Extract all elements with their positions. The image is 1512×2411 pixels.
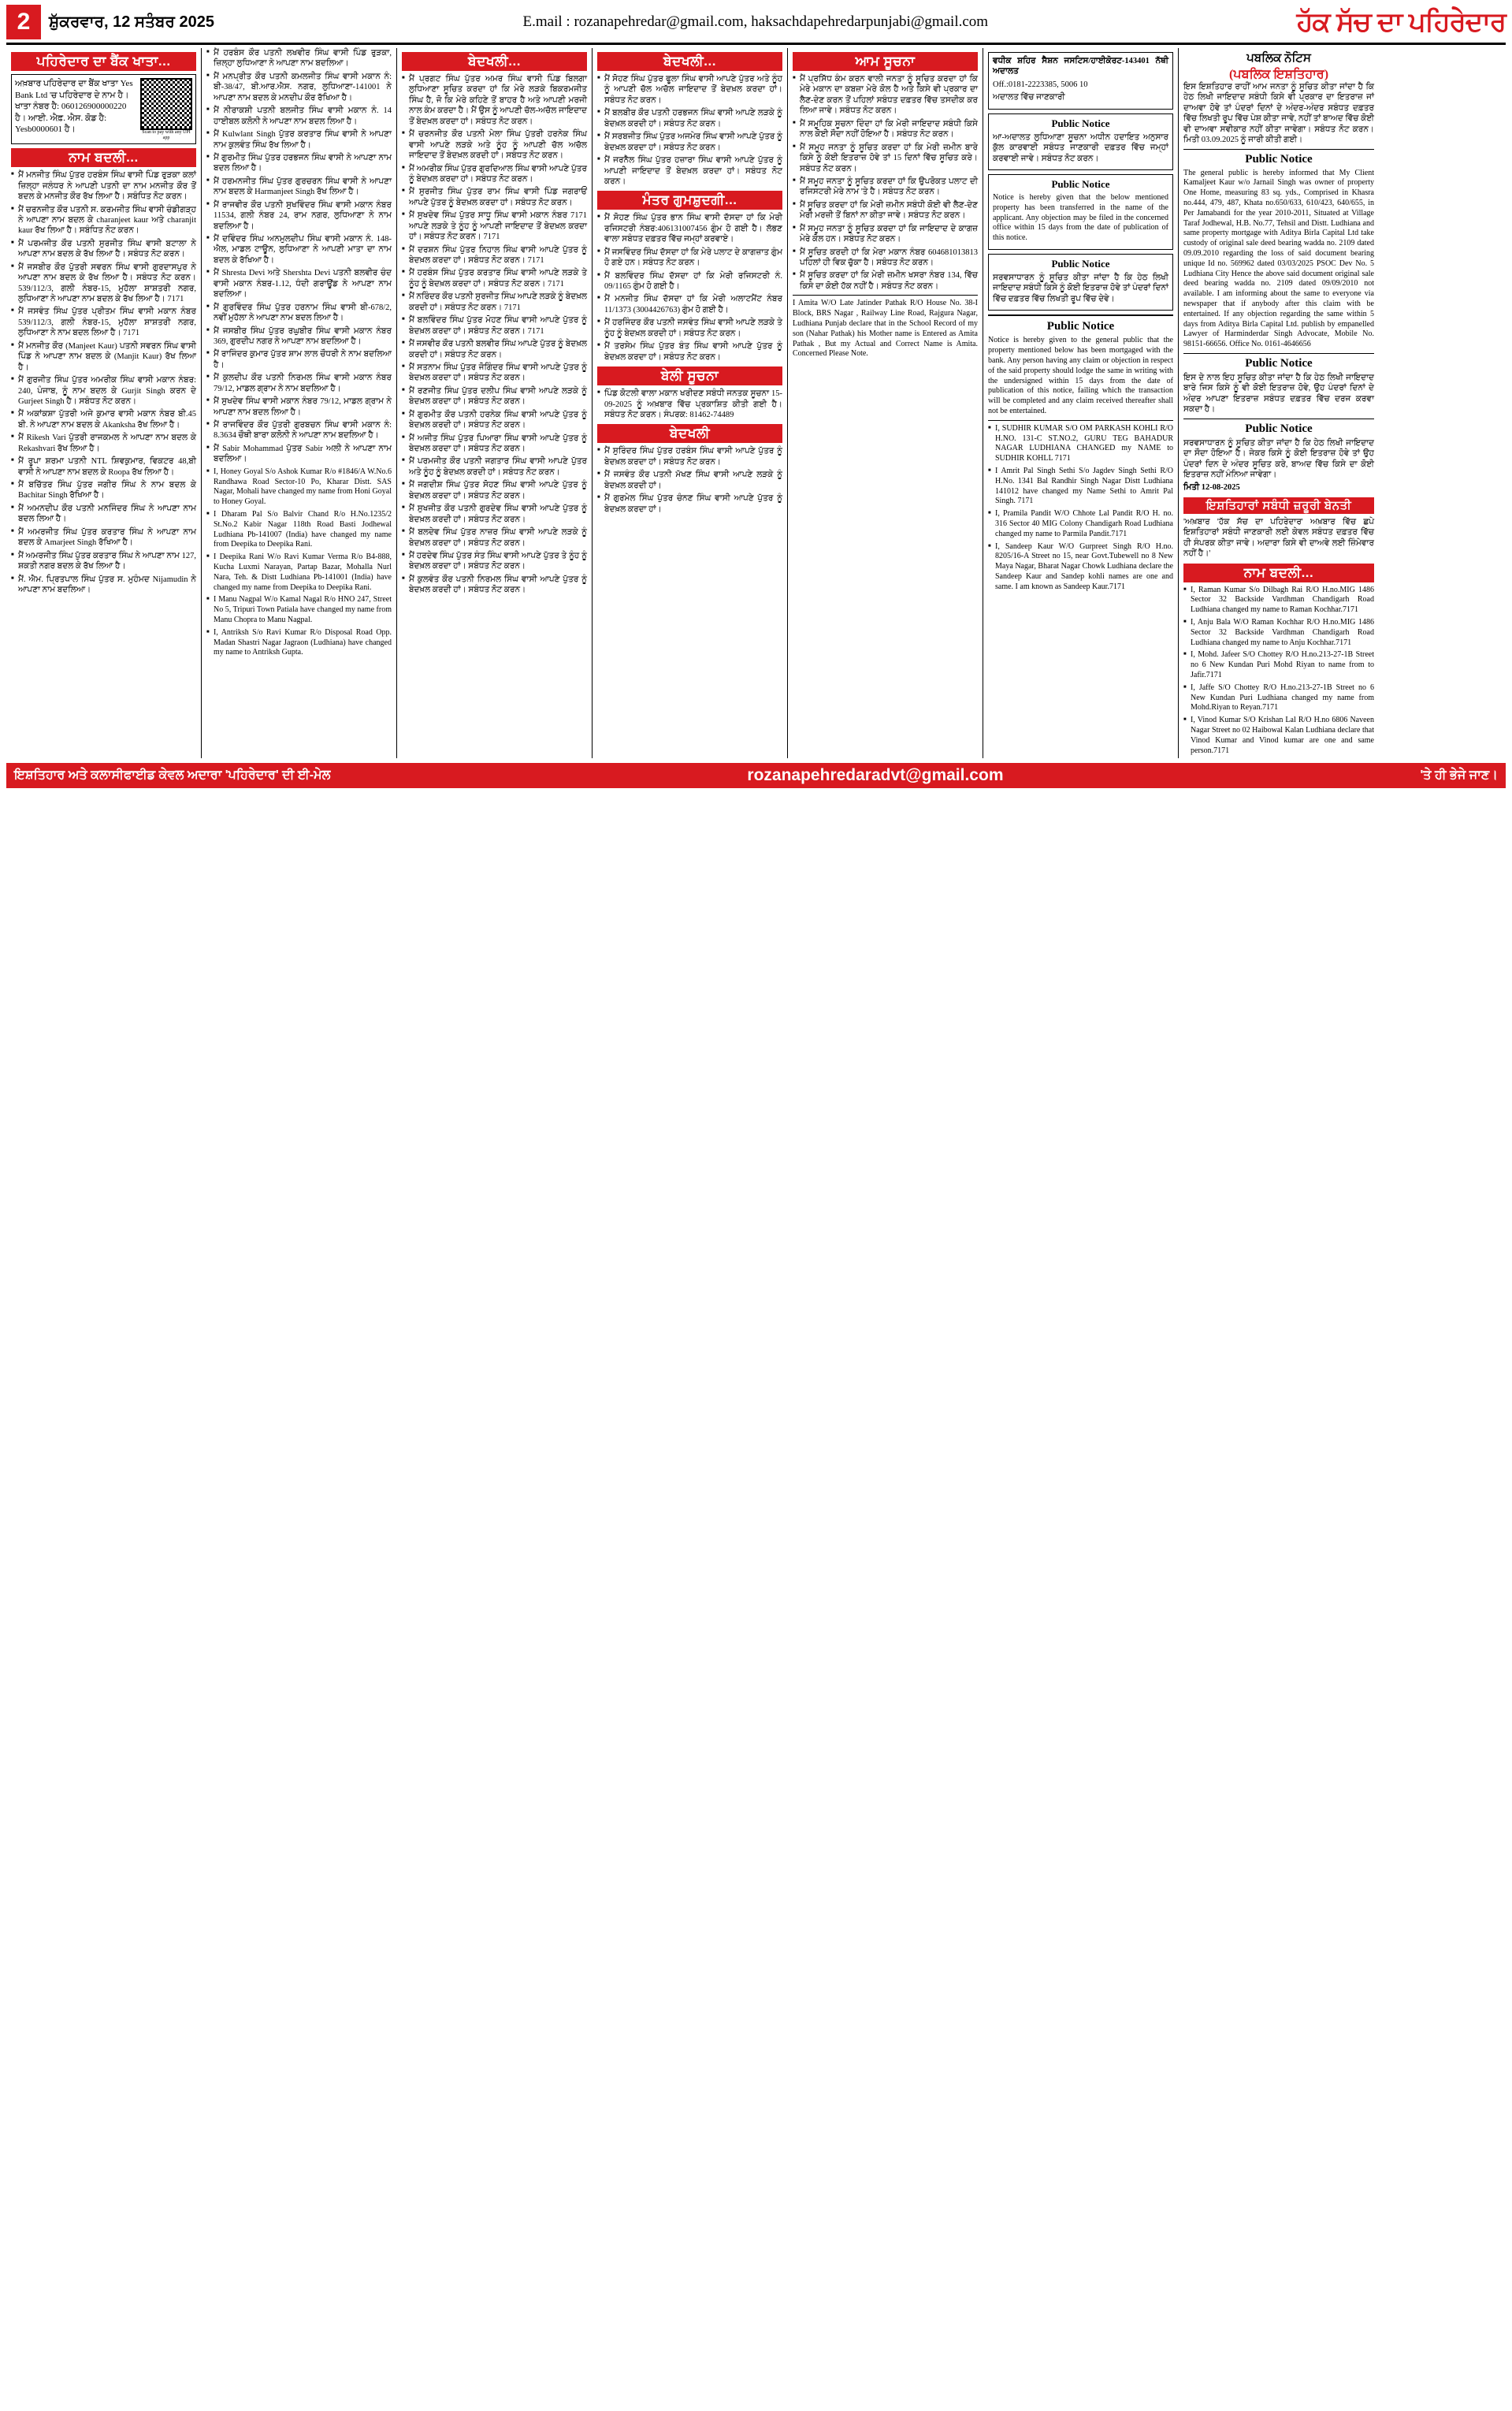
notice-item: ■ ਮੈਂ ਰਾਜਵਿੰਦਰ ਕੌਰ ਪੁੱਤਰੀ ਗੁਰਬਚਨ ਸਿੰਘ ਵਾਸੀ ਮਕਾਨ ਨੰ: 8.3634 ਚੌਥੀ ਬਾਰਾ ਕਲੋਨੀ ਨੇ ਆਪਣਾ ਨਾਮ ਬਦਲਿਆ ਹੈ। [206, 420, 392, 441]
notice-item: ■ ਮੈਂ ਜਰਨੈਲ ਸਿੰਘ ਪੁੱਤਰ ਹਜ਼ਾਰਾ ਸਿੰਘ ਵਾਸੀ ਆਪਣੇ ਪੁੱਤਰ ਨੂੰ ਆਪਣੀ ਜਾਇਦਾਦ ਤੋਂ ਬੇਦਖ਼ਲ ਕਰਦਾ ਹਾਂ। ਸਬੰਧਤ ਨੋਟ ਕਰਨ। [597, 155, 782, 187]
qr-caption: Scan to pay with any UPI app [142, 130, 191, 140]
public-notice-title: Public Notice [1051, 178, 1110, 191]
notice-item: ■ ਮੈਂ ਸਰਬਜੀਤ ਸਿੰਘ ਪੁੱਤਰ ਅਜਮੇਰ ਸਿੰਘ ਵਾਸੀ ਆਪਣੇ ਪੁੱਤਰ ਨੂੰ ਬੇਦਖ਼ਲ ਕਰਦਾ ਹਾਂ। ਸਬੰਧਤ ਨੋਟ ਕਰਨ। [597, 132, 782, 153]
public-notice-body: Notice is hereby given that the below mentioned property has been transferred in the name of the applicant. Any objection may be filed in the concerned office within 15 days from the date of publication of this notice. [993, 193, 1168, 243]
name-change-heading: ਨਾਮ ਬਦਲੀ... [11, 148, 196, 167]
notice-item: ■ ਮੈਂ ਸਮੂਹ ਜਨਤਾ ਨੂੰ ਸੂਚਿਤ ਕਰਦਾ ਹਾਂ ਕਿ ਮੇਰੀ ਜ਼ਮੀਨ ਬਾਰੇ ਕਿਸੇ ਨੂੰ ਕੋਈ ਇਤਰਾਜ਼ ਹੋਵੇ ਤਾਂ 15 ਦਿਨਾਂ ਵਿੱਚ ਸੂਚਿਤ ਕਰੇ। ਸਬੰਧਤ ਨੋਟ ਕਰਨ। [793, 143, 978, 174]
public-notice-title: Public Notice [1245, 422, 1313, 435]
notice-item: ■ ਮੈਂ ਸੁਖਦੇਵ ਸਿੰਘ ਵਾਸੀ ਮਕਾਨ ਨੰਬਰ 79/12, ਮਾਡਲ ਗ੍ਰਾਮ ਨੇ ਆਪਣਾ ਨਾਮ ਬਦਲ ਲਿਆ ਹੈ। [206, 396, 392, 418]
notice-item: ■ I Amrit Pal Singh Sethi S/o Jagdev Singh Sethi R/O H.No. 1341 Bal Randhir Singh Nagar Distt Ludhiana 141012 have changed my Name Sethi to Amrit Pal Singh. 7171 [988, 467, 1173, 507]
public-notice-body: ਇਸ ਇਸ਼ਤਿਹਾਰ ਰਾਹੀਂ ਆਮ ਜਨਤਾ ਨੂੰ ਸੂਚਿਤ ਕੀਤਾ ਜਾਂਦਾ ਹੈ ਕਿ ਹੇਠ ਲਿਖੀ ਜਾਇਦਾਦ ਸਬੰਧੀ ਕਿਸੇ ਵੀ ਪ੍ਰਕਾਰ ਦਾ ਇਤਰਾਜ਼ ਜਾਂ ਦਾਅਵਾ ਹੋਵੇ ਤਾਂ ਪੰਦਰਾਂ ਦਿਨਾਂ ਦੇ ਅੰਦਰ-ਅੰਦਰ ਸਬੰਧਤ ਦਫ਼ਤਰ ਵਿੱਚ ਲਿਖਤੀ ਰੂਪ ਵਿੱਚ ਪੇਸ਼ ਕੀਤਾ ਜਾਵੇ, ਨਹੀਂ ਤਾਂ ਬਾਅਦ ਵਿੱਚ ਕੋਈ ਵੀ ਦਾਅਵਾ ਸਵੀਕਾਰ ਨਹੀਂ ਕੀਤਾ ਜਾਵੇਗਾ। ਸਬੰਧਤ ਨੋਟ ਕਰਨ। ਮਿਤੀ 03.09.2025 ਨੂੰ ਜਾਰੀ ਕੀਤੀ ਗਈ। [1183, 83, 1374, 145]
public-notice-1 [988, 113, 1173, 170]
notice-item: ■ ਮੈਂ Rikesh Vari ਪੁੱਤਰੀ ਰਾਜਕਮਲ ਨੇ ਆਪਣਾ ਨਾਮ ਬਦਲ ਕੇ Rekashvari ਰੱਖ ਲਿਆ ਹੈ। [11, 433, 196, 454]
notice-item: ■ I, Raman Kumar S/o Dilbagh Rai R/O H.no.MIG 1486 Sector 32 Backside Vardhman Chandigarh Road Ludhiana changed my name to Raman Kochhar.7171 [1183, 586, 1374, 616]
notice-item: ■ ਮੈਂ ਚਰਨਜੀਤ ਕੌਰ ਪਤਨੀ ਮੇਲਾ ਸਿੰਘ ਪੁੱਤਰੀ ਹਰਨੇਕ ਸਿੰਘ ਵਾਸੀ ਆਪਣੇ ਲੜਕੇ ਅਤੇ ਨੂੰਹ ਨੂੰ ਆਪਣੀ ਚੱਲ ਅਚੱਲ ਜਾਇਦਾਦ ਤੋਂ ਬੇਦਖ਼ਲ ਕਰਦੀ ਹਾਂ। ਸਬੰਧਤ ਨੋਟ ਕਰਨ। [402, 129, 587, 161]
notice-item: ■ ਮੈਂ ਦਰਸ਼ਨ ਸਿੰਘ ਪੁੱਤਰ ਨਿਹਾਲ ਸਿੰਘ ਵਾਸੀ ਆਪਣੇ ਪੁੱਤਰ ਨੂੰ ਬੇਦਖ਼ਲ ਕਰਦਾ ਹਾਂ। ਸਬੰਧਤ ਨੋਟ ਕਰਨ। 7171 [402, 245, 587, 266]
notice-item: ■ ਮੈਂ ਜਸਵੰਤ ਕੌਰ ਪਤਨੀ ਮੱਖਣ ਸਿੰਘ ਵਾਸੀ ਆਪਣੇ ਲੜਕੇ ਨੂੰ ਬੇਦਖ਼ਲ ਕਰਦੀ ਹਾਂ। [597, 470, 782, 491]
column-2 [202, 48, 397, 758]
public-notice-body: ਸਰਵਸਾਧਾਰਨ ਨੂੰ ਸੂਚਿਤ ਕੀਤਾ ਜਾਂਦਾ ਹੈ ਕਿ ਹੇਠ ਲਿਖੀ ਜਾਇਦਾਦ ਸਬੰਧੀ ਕਿਸੇ ਨੂੰ ਕੋਈ ਇਤਰਾਜ਼ ਹੋਵੇ ਤਾਂ ਪੰਦਰਾਂ ਦਿਨਾਂ ਵਿੱਚ ਦਫ਼ਤਰ ਵਿੱਚ ਲਿਖਤੀ ਰੂਪ ਵਿੱਚ ਦੇਵੇ। [993, 273, 1168, 303]
notice-item: ■ ਮੈਂ ਅਮਰਜੀਤ ਸਿੰਘ ਪੁੱਤਰ ਕਰਤਾਰ ਸਿੰਘ ਨੇ ਆਪਣਾ ਨਾਮ ਬਦਲ ਕੇ Amarjeet Singh ਰੱਖਿਆ ਹੈ। [11, 527, 196, 549]
eviction-heading-3: ਬੇਦਖਲੀ [597, 424, 782, 443]
notice-item: ■ ਮੈਂ ਹਰਮਨਜੀਤ ਸਿੰਘ ਪੁੱਤਰ ਗੁਰਚਰਨ ਸਿੰਘ ਵਾਸੀ ਨੇ ਆਪਣਾ ਨਾਮ ਬਦਲ ਕੇ Harmanjeet Singh ਰੱਖ ਲਿਆ ਹੈ। [206, 177, 392, 198]
public-notice-body: The general public is hereby informed that My Client Kamaljeet Kaur w/o Jarnail Singh was owner of property One Home, measuring 83 sq. yds., Comprised in Khasra no.444, 479, 487, Khata no.650/633, 610/423, 640/655, in Per Jamabandi for the year 2010-2011, Situated at Village Taraf Jodhewal, H.B. No.77, Tehsil and Distt. Ludhiana and same property mortgage with Aditya Birla Capital Ltd take custody of original sale deed bearing wadda no. 2109 dated 09.09.2010 regarding the loss of said document bearing unique Id no. 569962 dated 03/03/2025 PSOC Dev No. 5 Ludhiana City Hence the above said document original sale deed bearing wadda no. 2109 dated 09/09/2010 not available. I am informing about the same to everyone via newspaper that if anybody after this claim with be entertained. If any objection regarding the same within 5 days from Aditya Birla Capital Ltd. publish by empanelled Lawyer of Harminderdar Singh Advocate, Mobile No. 98151-66656. Office No. 0161-4646656 [1183, 168, 1374, 349]
notice-item: ■ ਮੈਂ ਬਲਵਿੰਦਰ ਸਿੰਘ ਪੁੱਤਰ ਮੋਹਣ ਸਿੰਘ ਵਾਸੀ ਆਪਣੇ ਪੁੱਤਰ ਨੂੰ ਬੇਦਖ਼ਲ ਕਰਦਾ ਹਾਂ। ਸਬੰਧਤ ਨੋਟ ਕਰਨ। 7171 [402, 315, 587, 337]
notice-item: ■ ਮੈਂ ਅਮਨਦੀਪ ਕੌਰ ਪਤਨੀ ਮਨਜਿੰਦਰ ਸਿੰਘ ਨੇ ਆਪਣਾ ਨਾਮ ਬਦਲ ਲਿਆ ਹੈ। [11, 504, 196, 525]
public-notice-head: ਪਬਲਿਕ ਨੋਟਿਸ [1246, 52, 1311, 65]
notice-item: ■ ਮੈਂ ਸੂਚਿਤ ਕਰਦੀ ਹਾਂ ਕਿ ਮੇਰਾ ਮਕਾਨ ਨੰਬਰ 604681013813 ਪਹਿਲਾਂ ਹੀ ਵਿਕ ਚੁੱਕਾ ਹੈ। ਸਬੰਧਤ ਨੋਟ ਕਰਨ। [793, 247, 978, 269]
amita-public-notice: I Amita W/O Late Jatinder Pathak R/O House No. 38-I Block, BRS Nagar , Railway Line Road, Rajgura Nagar, Ludhiana Punjab declare that in the School Record of my son (Nahar Pathak) his Mother name is Entered as Amita Pathak , But my Actual and Correct Name is Amita. Concerned Please Note. [793, 299, 978, 359]
public-notice-big-title: Public Notice [1046, 320, 1115, 333]
notice-item: ■ ਮੈਂ ਦਵਿੰਦਰ ਸਿੰਘ ਅਨਮੁਲਦੀਪ ਸਿੰਘ ਵਾਸੀ ਮਕਾਨ ਨੰ. 148-ਐਲ, ਮਾਡਲ ਟਾਊਨ, ਲੁਧਿਆਣਾ ਨੇ ਆਪਣੀ ਮਾਤਾ ਦਾ ਨਾਮ ਬਦਲ ਕੇ ਰੱਖਿਆ ਹੈ। [206, 234, 392, 266]
notice-item: ■ I, Sandeep Kaur W/O Gurpreet Singh R/O H.no. 8205/16-A Street no 15, near Govt.Tubewell no 8 New Maya Nagar, Bharat Nagar Chowk Ludhiana declare the Sandeep Kaur and Sandep kohli names are one and same. I am known as Sandeep Kaur.7171 [988, 542, 1173, 593]
notice-item: ■ ਮੈਂ ਸੋਹਣ ਸਿੰਘ ਪੁੱਤਰ ਫੂਲਾ ਸਿੰਘ ਵਾਸੀ ਆਪਣੇ ਪੁੱਤਰ ਅਤੇ ਨੂੰਹ ਨੂੰ ਆਪਣੀ ਚੱਲ ਅਚੱਲ ਜਾਇਦਾਦ ਤੋਂ ਬੇਦਖ਼ਲ ਕਰਦਾ ਹਾਂ। ਸਬੰਧਤ ਨੋਟ ਕਰਨ। [597, 74, 782, 106]
footer-left-text: ਇਸ਼ਤਿਹਾਰ ਅਤੇ ਕਲਾਸੀਫਾਈਡ ਕੇਵਲ ਅਦਾਰਾ 'ਪਹਿਰੇਦਾਰ' ਦੀ ਈ-ਮੇਲ [14, 768, 331, 783]
column-4 [593, 48, 788, 758]
advert-request-heading: ਇਸ਼ਤਿਹਾਰਾਂ ਸਬੰਧੀ ਜ਼ਰੂਰੀ ਬੇਨਤੀ [1183, 497, 1374, 514]
notice-item: ■ ਮੈਂ ਰਾਜਿੰਦਰ ਕੁਮਾਰ ਪੁੱਤਰ ਸ਼ਾਮ ਲਾਲ ਚੌਧਰੀ ਨੇ ਨਾਮ ਬਦਲਿਆ ਹੈ। [206, 349, 392, 370]
notice-item: ■ ਮੈਂ ਜਗਦੀਸ਼ ਸਿੰਘ ਪੁੱਤਰ ਸੋਹਣ ਸਿੰਘ ਵਾਸੀ ਆਪਣੇ ਪੁੱਤਰ ਨੂੰ ਬੇਦਖ਼ਲ ਕਰਦਾ ਹਾਂ। ਸਬੰਧਤ ਨੋਟ ਕਰਨ। [402, 480, 587, 501]
bank-account-text: ਅਖ਼ਬਾਰ ਪਹਿਰੇਦਾਰ ਦਾ ਬੈਂਕ ਖਾਤਾ Yes Bank Ltd 'ਚ ਪਹਿਰੇਦਾਰ ਦੇ ਨਾਮ ਹੈ। ਖਾਤਾ ਨੰਬਰ ਹੈ: 060126900000220 ਹੈ। ਆਈ. ਐਫ਼. ਐਸ. ਕੋਡ ਹੈ: Yesb0000601 ਹੈ। [15, 79, 133, 135]
notice-item: ■ ਮੈਂ ਸੂਚਿਤ ਕਰਦਾ ਹਾਂ ਕਿ ਮੇਰੀ ਜ਼ਮੀਨ ਖਸਰਾ ਨੰਬਰ 134, ਵਿੱਚ ਕਿਸੇ ਦਾ ਕੋਈ ਹੱਕ ਨਹੀਂ ਹੈ। ਸਬੰਧਤ ਨੋਟ ਕਰਨ। [793, 270, 978, 292]
notice-item: ■ ਮੈਂ ਕੁਲਦੀਪ ਕੌਰ ਪਤਨੀ ਨਿਰਮਲ ਸਿੰਘ ਵਾਸੀ ਮਕਾਨ ਨੰਬਰ 79/12, ਮਾਡਲ ਗ੍ਰਾਮ ਨੇ ਨਾਮ ਬਦਲਿਆ ਹੈ। [206, 373, 392, 394]
notice-item: ■ I, Antriksh S/o Ravi Kumar R/o Disposal Road Opp. Madan Shastri Nagar Jagraon (Ludhiana) have changed my name to Antriksh Gupta. [206, 628, 392, 658]
footer-email[interactable]: rozanapehredaradvt@gmail.com [747, 766, 1004, 785]
notice-item: ■ ਮੈਂ ਸੋਹਣ ਸਿੰਘ ਪੁੱਤਰ ਭਾਨ ਸਿੰਘ ਵਾਸੀ ਦੱਸਦਾ ਹਾਂ ਕਿ ਮੇਰੀ ਰਜਿਸਟਰੀ ਨੰਬਰ:406131007456 ਗੁੰਮ ਹੋ ਗਈ ਹੈ। ਲੱਭਣ ਵਾਲਾ ਸਬੰਧਤ ਦਫ਼ਤਰ ਵਿੱਚ ਜਮ੍ਹਾਂ ਕਰਵਾਏ। [597, 213, 782, 244]
notice-item: ■ ਮੈਂ ਗੁਰਮੇਲ ਸਿੰਘ ਪੁੱਤਰ ਚੰਨਣ ਸਿੰਘ ਵਾਸੀ ਆਪਣੇ ਪੁੱਤਰ ਨੂੰ ਬੇਦਖ਼ਲ ਕਰਦਾ ਹਾਂ। [597, 493, 782, 515]
public-notice-title: Public Notice [1051, 117, 1110, 129]
notice-item: ■ I, Mohd. Jafeer S/O Chottey R/O H.no.213-27-1B Street no 6 New Kundan Puri Mohd Riyan to name from to Jafir.7171 [1183, 650, 1374, 680]
public-notice-3 [988, 254, 1173, 311]
bank-account-heading: ਪਹਿਰੇਦਾਰ ਦਾ ਬੈਂਕ ਖਾਤਾ... [11, 52, 196, 71]
notice-item: ■ ਮੈਂ Sabir Mohammad ਪੁੱਤਰ Sabir ਅਲੀ ਨੇ ਆਪਣਾ ਨਾਮ ਬਦਲਿਆ। [206, 444, 392, 465]
notice-item: ■ ਮੈਂ ਅਮਰਜੀਤ ਸਿੰਘ ਪੁੱਤਰ ਕਰਤਾਰ ਸਿੰਘ ਨੇ ਆਪਣਾ ਨਾਮ 127, ਸ਼ਕਤੀ ਨਗਰ ਬਦਲ ਕੇ ਰੱਖ ਲਿਆ ਹੈ। [11, 551, 196, 572]
notice-item: ■ ਮੈਂ ਹਰਬੰਸ ਸਿੰਘ ਪੁੱਤਰ ਕਰਤਾਰ ਸਿੰਘ ਵਾਸੀ ਆਪਣੇ ਲੜਕੇ ਤੇ ਨੂੰਹ ਨੂੰ ਬੇਦਖ਼ਲ ਕਰਦਾ ਹਾਂ। ਸਬੰਧਤ ਨੋਟ ਕਰਨ। 7171 [402, 268, 587, 289]
footer-right-text: 'ਤੇ ਹੀ ਭੇਜੇ ਜਾਣ। [1420, 768, 1498, 783]
notice-item: ■ ਪਿੰਡ ਕੋਟਲੀ ਵਾਲਾ ਮਕਾਨ ਖਰੀਦਣ ਸਬੰਧੀ ਜਨਤਕ ਸੂਚਨਾ 15-09-2025 ਨੂੰ ਅਖ਼ਬਾਰ ਵਿੱਚ ਪ੍ਰਕਾਸ਼ਿਤ ਕੀਤੀ ਗਈ ਹੈ। ਸਬੰਧਤ ਨੋਟ ਕਰਨ। ਸੰਪਰਕ: 81462-74489 [597, 389, 782, 420]
notice-item: ■ ਮੈਂ ਅਮਰੀਕ ਸਿੰਘ ਪੁੱਤਰ ਗੁਰਦਿਆਲ ਸਿੰਘ ਵਾਸੀ ਆਪਣੇ ਪੁੱਤਰ ਨੂੰ ਬੇਦਖ਼ਲ ਕਰਦਾ ਹਾਂ। ਸਬੰਧਤ ਨੋਟ ਕਰਨ। [402, 164, 587, 185]
notice-item: ■ ਮੈਂ ਸਮੂਹ ਜਨਤਾ ਨੂੰ ਸੂਚਿਤ ਕਰਦਾ ਹਾਂ ਕਿ ਜਾਇਦਾਦ ਦੇ ਕਾਗਜ਼ ਮੇਰੇ ਕੋਲ ਹਨ। ਸਬੰਧਤ ਨੋਟ ਕਰਨ। [793, 224, 978, 245]
name-change-heading-2: ਨਾਮ ਬਦਲੀ... [1183, 564, 1374, 582]
court-heading: ਵਧੀਕ ਸ਼ਹਿਰ ਸੈਸ਼ਨ ਜਸਟਿਸ/ਹਾਈਕੋਰਟ-143401 ਨੱਥੀ ਅਦਾਲਤ [993, 57, 1168, 76]
notice-item: ■ I, Vinod Kumar S/O Krishan Lal R/O H.no 6806 Naveen Nagar Street no 02 Haibowal Kalan Ludhiana declare that Vinod Kumar and Vinod kumar are one and same person.7171 [1183, 716, 1374, 756]
notice-item: ■ ਮੈਂ ਨਰਿੰਦਰ ਕੌਰ ਪਤਨੀ ਸੁਰਜੀਤ ਸਿੰਘ ਆਪਣੇ ਲੜਕੇ ਨੂੰ ਬੇਦਖ਼ਲ ਕਰਦੀ ਹਾਂ। ਸਬੰਧਤ ਨੋਟ ਕਰਨ। 7171 [402, 292, 587, 313]
notice-item: ■ ਮੈਂ Kulwlant Singh ਪੁੱਤਰ ਕਰਤਾਰ ਸਿੰਘ ਵਾਸੀ ਨੇ ਆਪਣਾ ਨਾਮ ਕੁਲਵੰਤ ਸਿੰਘ ਰੱਖ ਲਿਆ ਹੈ। [206, 129, 392, 151]
notice-item: ■ ਮੈਂ ਮਨਜੀਤ ਸਿੰਘ ਦੱਸਦਾ ਹਾਂ ਕਿ ਮੇਰੀ ਅਲਾਟਮੈਂਟ ਨੰਬਰ 11/1373 (3004426763) ਗੁੰਮ ਹੋ ਗਈ ਹੈ। [597, 294, 782, 315]
public-notice-body: ਆ-ਅਦਾਲਤ ਲੁਧਿਆਣਾ ਸੂਚਨਾ ਅਧੀਨ ਹਦਾਇਤ ਅਨੁਸਾਰ ਕੁੱਲ ਕਾਰਵਾਈ ਸਬੰਧਤ ਜਾਣਕਾਰੀ ਦਫ਼ਤਰ ਵਿੱਚ ਜਮ੍ਹਾਂ ਕਰਵਾਈ ਜਾਵੇ। ਸਬੰਧਤ ਨੋਟ ਕਰਨ। [993, 132, 1168, 163]
qr-code-icon [140, 78, 192, 130]
public-notice-subhead: (ਪਬਲਿਕ ਇਸ਼ਤਿਹਾਰ) [1228, 68, 1329, 81]
notice-item: ■ ਮੈਂ ਪ੍ਰਗਟ ਸਿੰਘ ਪੁੱਤਰ ਅਮਰ ਸਿੰਘ ਵਾਸੀ ਪਿੰਡ ਬਿਲਗਾ ਲੁਧਿਆਣਾ ਸੂਚਿਤ ਕਰਦਾ ਹਾਂ ਕਿ ਮੇਰੇ ਲੜਕੇ ਬਿਕਰਮਜੀਤ ਸਿੰਘ ਹੈ, ਜੋ ਕਿ ਮੇਰੇ ਕਹਿਣੇ ਤੋਂ ਬਾਹਰ ਹੈ ਅਤੇ ਆਪਣੀ ਮਰਜੀ ਨਾਲ ਕੰਮ ਕਰਦਾ ਹੈ। ਮੈਂ ਉਸ ਨੂੰ ਆਪਣੀ ਚੱਲ-ਅਚੱਲ ਜਾਇਦਾਦ ਤੋਂ ਬੇਦਖ਼ਲ ਕਰਦਾ ਹਾਂ। ਸਬੰਧਤ ਨੋਟ ਕਰਨ। [402, 74, 587, 127]
notice-item: ■ ਮੈਂ ਰਣਜੀਤ ਸਿੰਘ ਪੁੱਤਰ ਦਲੀਪ ਸਿੰਘ ਵਾਸੀ ਆਪਣੇ ਲੜਕੇ ਨੂੰ ਬੇਦਖ਼ਲ ਕਰਦਾ ਹਾਂ। ਸਬੰਧਤ ਨੋਟ ਕਰਨ। [402, 386, 587, 407]
notice-item: ■ I, Honey Goyal S/o Ashok Kumar R/o #1846/A W.No.6 Randhawa Road Sector-10 Po, Kharar Distt. SAS Nagar, Mohali have changed my name from Honi Goyal to Honey Goyal. [206, 467, 392, 508]
notice-item: ■ ਮੈਂ ਪਰਮਜੀਤ ਕੌਰ ਪਤਨੀ ਸੁਰਜੀਤ ਸਿੰਘ ਵਾਸੀ ਬਟਾਲਾ ਨੇ ਆਪਣਾ ਨਾਮ ਬਦਲ ਕੇ ਰੱਖ ਲਿਆ ਹੈ। ਸਬੰਧਤ ਨੋਟ ਕਰਨ। [11, 239, 196, 260]
notice-item: ■ ਮੈਂ ਜਸਵੰਤ ਸਿੰਘ ਪੁੱਤਰ ਪ੍ਰੀਤਮ ਸਿੰਘ ਵਾਸੀ ਮਕਾਨ ਨੰਬਰ 539/112/3, ਗਲੀ ਨੰਬਰ-15, ਮੁਹੱਲਾ ਸ਼ਾਸ਼ਤਰੀ ਨਗਰ, ਲੁਧਿਆਣਾ ਨੇ ਨਾਮ ਬਦਲ ਲਿਆ ਹੈ। 7171 [11, 307, 196, 338]
notice-date: ਮਿਤੀ 12-08-2025 [1183, 483, 1240, 493]
notice-item: ■ ਮੈਂ ਸੁਰਜੀਤ ਸਿੰਘ ਪੁੱਤਰ ਰਾਮ ਸਿੰਘ ਵਾਸੀ ਪਿੰਡ ਜਗਰਾਓਂ ਆਪਣੇ ਪੁੱਤਰ ਨੂੰ ਬੇਦਖ਼ਲ ਕਰਦਾ ਹਾਂ। ਸਬੰਧਤ ਨੋਟ ਕਰਨ। [402, 187, 587, 208]
notice-item: ■ I Dharam Pal S/o Balvir Chand R/o H.No.1235/2 St.No.2 Kabir Nagar 118th Road Basti Jodhewal Ludhiana Pb-141007 (India) have changed my name from Deepika to Deepika Rani. [206, 510, 392, 550]
notice-item: ■ ਮੈਂ ਸਮੂਹ ਜਨਤਾ ਨੂੰ ਸੂਚਿਤ ਕਰਦਾ ਹਾਂ ਕਿ ਉਪਰੋਕਤ ਪਲਾਟ ਦੀ ਰਜਿਸਟਰੀ ਮੇਰੇ ਨਾਮ 'ਤੇ ਹੈ। ਸਬੰਧਤ ਨੋਟ ਕਰਨ। [793, 177, 978, 198]
footer-bar [6, 763, 1506, 788]
notice-item: ■ I Deepika Rani W/o Ravi Kumar Verma R/o B4-888, Kucha Luxmi Narayan, Partap Bazar, Mohalla Nurl Nara, Teh. & Distt Ludhiana Pb-141001 (India) have changed my name from Deepika to Deepika Rani. [206, 553, 392, 593]
notice-item: ■ ਮੈਂ. ਐਮ. ਪ੍ਰਿਤਪਾਲ ਸਿੰਘ ਪੁੱਤਰ ਸ. ਮੁਹੰਮਦ Nijamudin ਨੇ ਆਪਣਾ ਨਾਮ ਬਦਲਿਆ। [11, 575, 196, 596]
bank-account-box [11, 74, 196, 144]
notice-item: ■ ਮੈਂ ਮਨਪ੍ਰੀਤ ਕੌਰ ਪਤਨੀ ਕਮਲਜੀਤ ਸਿੰਘ ਵਾਸੀ ਮਕਾਨ ਨੰ: ਬੀ-38/47, ਬੀ.ਆਰ.ਐਸ. ਨਗਰ, ਲੁਧਿਆਣਾ-141001 ਨੇ ਆਪਣਾ ਨਾਮ ਬਦਲ ਕੇ ਮਨਦੀਪ ਕੌਰ ਰੱਖਿਆ ਹੈ। [206, 72, 392, 103]
notice-item: ■ ਮੈਂ ਸਮੂਹਿਕ ਸੂਚਨਾ ਦਿੰਦਾ ਹਾਂ ਕਿ ਮੇਰੀ ਜਾਇਦਾਦ ਸਬੰਧੀ ਕਿਸੇ ਨਾਲ ਕੋਈ ਸੌਦਾ ਨਹੀਂ ਹੋਇਆ ਹੈ। ਸਬੰਧਤ ਨੋਟ ਕਰਨ। [793, 119, 978, 140]
page-number-badge: 2 [6, 5, 41, 39]
notice-item: ■ ਮੈਂ ਸਤਨਾਮ ਸਿੰਘ ਪੁੱਤਰ ਜੋਗਿੰਦਰ ਸਿੰਘ ਵਾਸੀ ਆਪਣੇ ਪੁੱਤਰ ਨੂੰ ਬੇਦਖ਼ਲ ਕਰਦਾ ਹਾਂ। ਸਬੰਧਤ ਨੋਟ ਕਰਨ। [402, 363, 587, 384]
notice-item: ■ ਮੈਂ ਮਨਜੀਤ ਸਿੰਘ ਪੁੱਤਰ ਹਰਬੰਸ ਸਿੰਘ ਵਾਸੀ ਪਿੰਡ ਰੁੜਕਾ ਕਲਾਂ ਜ਼ਿਲ੍ਹਾ ਜਲੰਧਰ ਨੇ ਆਪਣੀ ਪਤਨੀ ਦਾ ਨਾਮ ਮਨਜੀਤ ਕੌਰ ਤੋਂ ਬਦਲ ਕੇ ਮਨਜੀਤ ਕੌਰ ਰੱਖ ਲਿਆ ਹੈ। ਸਬੰਧਿਤ ਨੋਟ ਕਰਨ। [11, 170, 196, 202]
public-notice-title: Public Notice [1051, 258, 1110, 270]
public-notice-body: ਇਸ ਦੇ ਨਾਲ ਇਹ ਸੂਚਿਤ ਕੀਤਾ ਜਾਂਦਾ ਹੈ ਕਿ ਹੇਠ ਲਿਖੀ ਜਾਇਦਾਦ ਬਾਰੇ ਜਿਸ ਕਿਸੇ ਨੂੰ ਵੀ ਕੋਈ ਇਤਰਾਜ਼ ਹੋਵੇ, ਉਹ ਪੰਦਰਾਂ ਦਿਨਾਂ ਦੇ ਅੰਦਰ ਆਪਣਾ ਇਤਰਾਜ਼ ਸਬੰਧਤ ਦਫ਼ਤਰ ਵਿੱਚ ਦਰਜ ਕਰਵਾ ਸਕਦਾ ਹੈ। [1183, 373, 1374, 415]
notice-item: ■ ਮੈਂ ਰਾਜਵੀਰ ਕੌਰ ਪਤਨੀ ਸੁਖਵਿੰਦਰ ਸਿੰਘ ਵਾਸੀ ਮਕਾਨ ਨੰਬਰ 11534, ਗਲੀ ਨੰਬਰ 24, ਰਾਮ ਨਗਰ, ਲੁਧਿਆਣਾ ਨੇ ਨਾਮ ਬਦਲਿਆ ਹੈ। [206, 200, 392, 232]
notice-item: ■ ਮੈਂ ਤਰਸੇਮ ਸਿੰਘ ਪੁੱਤਰ ਬੰਤ ਸਿੰਘ ਵਾਸੀ ਆਪਣੇ ਪੁੱਤਰ ਨੂੰ ਬੇਦਖ਼ਲ ਕਰਦਾ ਹਾਂ। ਸਬੰਧਤ ਨੋਟ ਕਰਨ। [597, 341, 782, 363]
notice-item: ■ ਮੈਂ ਹਰਬੰਸ ਕੌਰ ਪਤਨੀ ਲਖਵੀਰ ਸਿੰਘ ਵਾਸੀ ਪਿੰਡ ਰੁੜਕਾ, ਜ਼ਿਲ੍ਹਾ ਲੁਧਿਆਣਾ ਨੇ ਆਪਣਾ ਨਾਮ ਬਦਲਿਆ। [206, 48, 392, 69]
notice-item: ■ ਮੈਂ ਪ੍ਰਸਿੱਧ ਕੰਮ ਕਰਨ ਵਾਲੀ ਜਨਤਾ ਨੂੰ ਸੂਚਿਤ ਕਰਦਾ ਹਾਂ ਕਿ ਮੇਰੇ ਮਕਾਨ ਦਾ ਕਬਜ਼ਾ ਮੇਰੇ ਕੋਲ ਹੈ ਅਤੇ ਕਿਸੇ ਵੀ ਪ੍ਰਕਾਰ ਦਾ ਲੈਣ-ਦੇਣ ਕਰਨ ਤੋਂ ਪਹਿਲਾਂ ਸਬੰਧਤ ਦਫ਼ਤਰ ਵਿੱਚ ਤਸਦੀਕ ਕਰ ਲਿਆ ਜਾਵੇ। ਸਬੰਧਤ ਨੋਟ ਕਰਨ। [793, 74, 978, 117]
court-contact: Off.:0181-2223385, 5006 10 [993, 80, 1088, 89]
advert-request-body: 'ਅਖ਼ਬਾਰ 'ਹੱਕ ਸੱਚ ਦਾ ਪਹਿਰੇਦਾਰ' ਅਖ਼ਬਾਰ ਵਿੱਚ ਛਪੇ ਇਸ਼ਤਿਹਾਰਾਂ ਸਬੰਧੀ ਜਾਣਕਾਰੀ ਲਈ ਕੇਵਲ ਸਬੰਧਤ ਦਫ਼ਤਰ ਵਿੱਚ ਹੀ ਸੰਪਰਕ ਕੀਤਾ ਜਾਵੇ। ਅਦਾਰਾ ਕਿਸੇ ਵੀ ਦਾਅਵੇ ਲਈ ਜ਼ਿੰਮੇਵਾਰ ਨਹੀਂ ਹੈ।' [1183, 517, 1374, 559]
notice-item: ■ ਮੈਂ ਮਨਜੀਤ ਕੌਰ (Manjeet Kaur) ਪਤਨੀ ਸਵਰਨ ਸਿੰਘ ਵਾਸੀ ਪਿੰਡ ਨੇ ਆਪਣਾ ਨਾਮ ਬਦਲ ਕੇ (Manjit Kaur) ਰੱਖ ਲਿਆ ਹੈ। [11, 341, 196, 373]
notice-item: ■ ਮੈਂ ਚਰਨਜੀਤ ਕੌਰ ਪਤਨੀ ਸ. ਕਰਮਜੀਤ ਸਿੰਘ ਵਾਸੀ ਚੰਡੀਗੜ੍ਹ ਨੇ ਆਪਣਾ ਨਾਮ ਬਦਲ ਕੇ charanjeet kaur ਅਤੇ charanjit kaur ਰੱਖ ਲਿਆ ਹੈ। ਸਬੰਧਿਤ ਨੋਟ ਕਰਨ। [11, 205, 196, 236]
notice-item: ■ ਮੈਂ ਹਰਜਿੰਦਰ ਕੌਰ ਪਤਨੀ ਜਸਵੰਤ ਸਿੰਘ ਵਾਸੀ ਆਪਣੇ ਲੜਕੇ ਤੇ ਨੂੰਹ ਨੂੰ ਬੇਦਖ਼ਲ ਕਰਦੀ ਹਾਂ। ਸਬੰਧਤ ਨੋਟ ਕਰਨ। [597, 318, 782, 339]
notice-item: ■ ਮੈਂ ਬਲਬੀਰ ਕੌਰ ਪਤਨੀ ਹਰਭਜਨ ਸਿੰਘ ਵਾਸੀ ਆਪਣੇ ਲੜਕੇ ਨੂੰ ਬੇਦਖ਼ਲ ਕਰਦੀ ਹਾਂ। ਸਬੰਧਤ ਨੋਟ ਕਰਨ। [597, 108, 782, 129]
sale-notice-heading: ਬੇਲੀ ਸੂਚਨਾ [597, 366, 782, 385]
divider [1183, 353, 1374, 354]
eviction-heading: ਬੇਦਖਲੀ... [402, 52, 587, 71]
notice-item: ■ ਮੈਂ ਨੀਰਾਕਸ਼ੀ ਪਤਨੀ ਬਲਜੀਤ ਸਿੰਘ ਵਾਸੀ ਮਕਾਨ ਨੰ. 14 ਹਾਈਬਲ ਕਲੋਨੀ ਨੇ ਆਪਣਾ ਨਾਮ ਬਦਲ ਲਿਆ ਹੈ। [206, 106, 392, 127]
column-1 [6, 48, 202, 758]
publication-date: ਸ਼ੁੱਕਰਵਾਰ, 12 ਸਤੰਬਰ 2025 [49, 13, 214, 31]
notice-item: ■ ਮੈਂ ਸੁਰਿੰਦਰ ਸਿੰਘ ਪੁੱਤਰ ਹਰਬੰਸ ਸਿੰਘ ਵਾਸੀ ਆਪਣੇ ਪੁੱਤਰ ਨੂੰ ਬੇਦਖ਼ਲ ਕਰਦਾ ਹਾਂ। ਸਬੰਧਤ ਨੋਟ ਕਰਨ। [597, 446, 782, 467]
notice-item: ■ ਮੈਂ ਗੁਰਮੀਤ ਸਿੰਘ ਪੁੱਤਰ ਹਰਭਜਨ ਸਿੰਘ ਵਾਸੀ ਨੇ ਆਪਣਾ ਨਾਮ ਬਦਲ ਲਿਆ ਹੈ। [206, 153, 392, 174]
notice-item: ■ ਮੈਂ ਅਜੀਤ ਸਿੰਘ ਪੁੱਤਰ ਪਿਆਰਾ ਸਿੰਘ ਵਾਸੀ ਆਪਣੇ ਪੁੱਤਰ ਨੂੰ ਬੇਦਖ਼ਲ ਕਰਦਾ ਹਾਂ। ਸਬੰਧਤ ਨੋਟ ਕਰਨ। [402, 433, 587, 455]
notice-item: ■ ਮੈਂ ਰੂਪਾ ਸ਼ਰਮਾ ਪਤਨੀ NTL ਸ਼ਿਵਕੁਮਾਰ, ਵਿਕਟਰ 48,ਬੀ ਵਾਸੀ ਨੇ ਆਪਣਾ ਨਾਮ ਬਦਲ ਕੇ Roopa ਰੱਖ ਲਿਆ ਹੈ। [11, 456, 196, 478]
eviction-heading-2: ਬੇਦਖਲੀ... [597, 52, 782, 71]
public-notice-big-body: Notice is hereby given to the general public that the property mentioned below has been mortgaged with the bank. Any person having any claim or objection in respect of the said property should lodge the same in writing with the undersigned within 15 days from the date of publication of this notice, failing which the transaction will be completed and any claim received thereafter shall not be entertained. [988, 336, 1173, 415]
divider [988, 420, 1173, 421]
notice-item: ■ I, SUDHIR KUMAR S/O OM PARKASH KOHLI R/O H.NO. 131-C ST.NO.2, GURU TEG BAHADUR NAGAR LUDHIANA CHANGED my NAME to SUDHIR KOHLL 7171 [988, 424, 1173, 464]
notice-item: ■ ਮੈਂ ਜਸਵਿੰਦਰ ਸਿੰਘ ਦੱਸਦਾ ਹਾਂ ਕਿ ਮੇਰੇ ਪਲਾਟ ਦੇ ਕਾਗਜ਼ਾਤ ਗੁੰਮ ਹੋ ਗਏ ਹਨ। ਸਬੰਧਤ ਨੋਟ ਕਰਨ। [597, 247, 782, 269]
notice-item: ■ ਮੈਂ ਬਚਿੱਤਰ ਸਿੰਘ ਪੁੱਤਰ ਜਗੀਰ ਸਿੰਘ ਨੇ ਨਾਮ ਬਦਲ ਕੇ Bachitar Singh ਰੱਖਿਆ ਹੈ। [11, 480, 196, 501]
notice-item: ■ ਮੈਂ ਸੁਖਦੇਵ ਸਿੰਘ ਪੁੱਤਰ ਸਾਧੂ ਸਿੰਘ ਵਾਸੀ ਮਕਾਨ ਨੰਬਰ 7171 ਆਪਣੇ ਲੜਕੇ ਤੇ ਨੂੰਹ ਨੂੰ ਆਪਣੀ ਜਾਇਦਾਦ ਤੋਂ ਬੇਦਖ਼ਲ ਕਰਦਾ ਹਾਂ। ਸਬੰਧਤ ਨੋਟ ਕਰਨ। 7171 [402, 210, 587, 242]
notice-item: ■ ਮੈਂ ਗੁਰਜੀਤ ਸਿੰਘ ਪੁੱਤਰ ਅਮਰੀਕ ਸਿੰਘ ਵਾਸੀ ਮਕਾਨ ਨੰਬਰ: 240, ਪੰਜਾਬ, ਨੂੰ ਨਾਮ ਬਦਲ ਕੇ Gurjit Singh ਕਰਨ ਦੇ Gurjeet Singh ਹੈ। ਸਬੰਧਤ ਨੋਟ ਕਰਨ। [11, 375, 196, 407]
notice-item: ■ I Manu Nagpal W/o Kamal Nagal R/o HNO 247, Street No 5, Tripuri Town Patiala have changed my name from Manu Chopra to Manu Nagpal. [206, 595, 392, 625]
notice-item: ■ ਮੈਂ ਪਰਮਜੀਤ ਕੌਰ ਪਤਨੀ ਜਗਤਾਰ ਸਿੰਘ ਵਾਸੀ ਆਪਣੇ ਪੁੱਤਰ ਅਤੇ ਨੂੰਹ ਨੂੰ ਬੇਦਖ਼ਲ ਕਰਦੀ ਹਾਂ। ਸਬੰਧਤ ਨੋਟ ਕਰਨ। [402, 456, 587, 478]
notice-item: ■ ਮੈਂ ਕੁਲਵੰਤ ਕੌਰ ਪਤਨੀ ਨਿਰਮਲ ਸਿੰਘ ਵਾਸੀ ਆਪਣੇ ਪੁੱਤਰ ਨੂੰ ਬੇਦਖ਼ਲ ਕਰਦੀ ਹਾਂ। ਸਬੰਧਤ ਨੋਟ ਕਰਨ। [402, 575, 587, 596]
general-notice-heading: ਆਮ ਸੂਚਨਾ [793, 52, 978, 71]
notice-item: ■ ਮੈਂ ਬਲਵਿੰਦਰ ਸਿੰਘ ਦੱਸਦਾ ਹਾਂ ਕਿ ਮੇਰੀ ਰਜਿਸਟਰੀ ਨੰ. 09/1165 ਗੁੰਮ ਹੋ ਗਈ ਹੈ। [597, 271, 782, 292]
newspaper-logo: ਹੱਕ ਸੱਚ ਦਾ ਪਹਿਰੇਦਾਰ [1296, 6, 1506, 37]
notice-item: ■ I, Anju Bala W/O Raman Kochhar R/O H.no.MIG 1486 Sector 32 Backside Vardhman Chandigarh Road Ludhiana changed my name to Anju Kochhar.7171 [1183, 618, 1374, 648]
masthead-email: E.mail : rozanapehredar@gmail.com, haksachdapehredarpunjabi@gmail.com [522, 13, 989, 30]
notice-item: ■ ਮੈਂ ਜਸਵੀਰ ਕੌਰ ਪਤਨੀ ਬਲਵੀਰ ਸਿੰਘ ਆਪਣੇ ਪੁੱਤਰ ਨੂੰ ਬੇਦਖ਼ਲ ਕਰਦੀ ਹਾਂ। ਸਬੰਧਤ ਨੋਟ ਕਰਨ। [402, 339, 587, 360]
column-5 [788, 48, 983, 758]
masthead [6, 5, 1506, 45]
notice-item: ■ ਮੈਂ ਅਕਾਂਕਸ਼ਾ ਪੁੱਤਰੀ ਅਜੇ ਕੁਮਾਰ ਵਾਸੀ ਮਕਾਨ ਨੰਬਰ ਬੀ.45 ਬੀ. ਨੇ ਆਪਣਾ ਨਾਮ ਬਦਲ ਕੇ Akanksha ਰੱਖ ਲਿਆ ਹੈ। [11, 409, 196, 430]
column-6 [983, 48, 1179, 758]
notice-item: ■ ਮੈਂ ਗੁਰਵਿੰਦਰ ਸਿੰਘ ਪੁੱਤਰ ਹਰਨਾਮ ਸਿੰਘ ਵਾਸੀ ਬੀ-678/2, ਨਵੀਂ ਮੁਹੱਲਾ ਨੇ ਆਪਣਾ ਨਾਮ ਬਦਲ ਲਿਆ ਹੈ। [206, 303, 392, 324]
divider [793, 295, 978, 296]
notice-item: ■ ਮੈਂ ਸੂਚਿਤ ਕਰਦਾ ਹਾਂ ਕਿ ਮੇਰੀ ਜ਼ਮੀਨ ਸਬੰਧੀ ਕੋਈ ਵੀ ਲੈਣ-ਦੇਣ ਮੇਰੀ ਮਰਜ਼ੀ ਤੋਂ ਬਿਨਾਂ ਨਾ ਕੀਤਾ ਜਾਵੇ। ਸਬੰਧਤ ਨੋਟ ਕਰਨ। [793, 200, 978, 221]
notice-item: ■ ਮੈਂ ਸੁਖਜੀਤ ਕੌਰ ਪਤਨੀ ਗੁਰਦੇਵ ਸਿੰਘ ਵਾਸੀ ਆਪਣੇ ਪੁੱਤਰ ਨੂੰ ਬੇਦਖ਼ਲ ਕਰਦੀ ਹਾਂ। ਸਬੰਧਤ ਨੋਟ ਕਰਨ। [402, 504, 587, 525]
notice-item: ■ I, Pramila Pandit W/O Chhote Lal Pandit R/O H. no. 316 Sector 40 MIG Colony Chandigarh Road Ludhiana changed my name to Parmila Pandit.7171 [988, 509, 1173, 539]
court-subline: ਅਦਾਲਤ ਵਿੱਚ ਜਾਣਕਾਰੀ [993, 93, 1065, 102]
lost-documents-heading: ਮੰਤਰ ਗੁਮਸ਼ੁਦਗੀ... [597, 191, 782, 210]
divider [988, 314, 1173, 316]
notice-item: ■ ਮੈਂ ਜਸਬੀਰ ਕੌਰ ਪੁੱਤਰੀ ਸਵਰਨ ਸਿੰਘ ਵਾਸੀ ਗੁਰਦਾਸਪੁਰ ਨੇ ਆਪਣਾ ਨਾਮ ਬਦਲ ਕੇ ਰੱਖ ਲਿਆ ਹੈ। ਸਬੰਧਤ ਨੋਟ ਕਰਨ। 539/112/3, ਗਲੀ ਨੰਬਰ-15, ਮੁਹੱਲਾ ਸ਼ਾਸ਼ਤਰੀ ਨਗਰ, ਲੁਧਿਆਣਾ ਨੇ ਆਪਣਾ ਨਾਮ ਬਦਲ ਕੇ ਰੱਖ ਲਿਆ ਹੈ। 7171 [11, 262, 196, 305]
column-3 [397, 48, 593, 758]
public-notice-2 [988, 174, 1173, 250]
notice-item: ■ ਮੈਂ ਹਰਦੇਵ ਸਿੰਘ ਪੁੱਤਰ ਸੰਤ ਸਿੰਘ ਵਾਸੀ ਆਪਣੇ ਪੁੱਤਰ ਤੇ ਨੂੰਹ ਨੂੰ ਬੇਦਖ਼ਲ ਕਰਦਾ ਹਾਂ। ਸਬੰਧਤ ਨੋਟ ਕਰਨ। [402, 551, 587, 572]
notice-item: ■ ਮੈਂ ਬਲਦੇਵ ਸਿੰਘ ਪੁੱਤਰ ਨਾਜ਼ਰ ਸਿੰਘ ਵਾਸੀ ਆਪਣੇ ਲੜਕੇ ਨੂੰ ਬੇਦਖ਼ਲ ਕਰਦਾ ਹਾਂ। ਸਬੰਧਤ ਨੋਟ ਕਰਨ। [402, 527, 587, 549]
public-notice-title: Public Notice [1245, 356, 1313, 370]
public-notice-title: Public Notice [1245, 152, 1313, 166]
public-notice-body: ਸਰਵਸਾਧਾਰਨ ਨੂੰ ਸੂਚਿਤ ਕੀਤਾ ਜਾਂਦਾ ਹੈ ਕਿ ਹੇਠ ਲਿਖੀ ਜਾਇਦਾਦ ਦਾ ਸੌਦਾ ਹੋਇਆ ਹੈ। ਜੇਕਰ ਕਿਸੇ ਨੂੰ ਕੋਈ ਇਤਰਾਜ਼ ਹੋਵੇ ਤਾਂ ਉਹ ਪੰਦਰਾਂ ਦਿਨ ਦੇ ਅੰਦਰ ਸੂਚਿਤ ਕਰੇ, ਬਾਅਦ ਵਿੱਚ ਕਿਸੇ ਦਾ ਕੋਈ ਇਤਰਾਜ਼ ਨਹੀਂ ਮੰਨਿਆ ਜਾਵੇਗਾ। [1183, 438, 1374, 480]
court-notice-box [988, 52, 1173, 110]
notice-item: ■ I, Jaffe S/O Chottey R/O H.no.213-27-1B Street no 6 New Kundan Puri Ludhiana changed my name from Mohd.Riyan to Reyan.7171 [1183, 683, 1374, 713]
columns-container [6, 48, 1506, 758]
divider [1183, 149, 1374, 150]
notice-item: ■ ਮੈਂ ਜਸਬੀਰ ਸਿੰਘ ਪੁੱਤਰ ਰਘੁਬੀਰ ਸਿੰਘ ਵਾਸੀ ਮਕਾਨ ਨੰਬਰ 369, ਗੁਰਦੀਪ ਨਗਰ ਨੇ ਆਪਣਾ ਨਾਮ ਬਦਲਿਆ ਹੈ। [206, 326, 392, 348]
column-7 [1179, 48, 1374, 758]
notice-item: ■ ਮੈਂ ਗੁਰਮੀਤ ਕੌਰ ਪਤਨੀ ਹਰਨੇਕ ਸਿੰਘ ਵਾਸੀ ਆਪਣੇ ਪੁੱਤਰ ਨੂੰ ਬੇਦਖ਼ਲ ਕਰਦੀ ਹਾਂ। ਸਬੰਧਤ ਨੋਟ ਕਰਨ। [402, 410, 587, 431]
notice-item: ■ ਮੈਂ Shresta Devi ਅਤੇ Shershta Devi ਪਤਨੀ ਬਲਵੀਰ ਚੰਦ ਵਾਸੀ ਮਕਾਨ ਨੰਬਰ-1.12, ਧੰਦੀ ਗਰਾਊਂਡ ਨੇ ਆਪਣਾ ਨਾਮ ਬਦਲਿਆ। [206, 268, 392, 300]
